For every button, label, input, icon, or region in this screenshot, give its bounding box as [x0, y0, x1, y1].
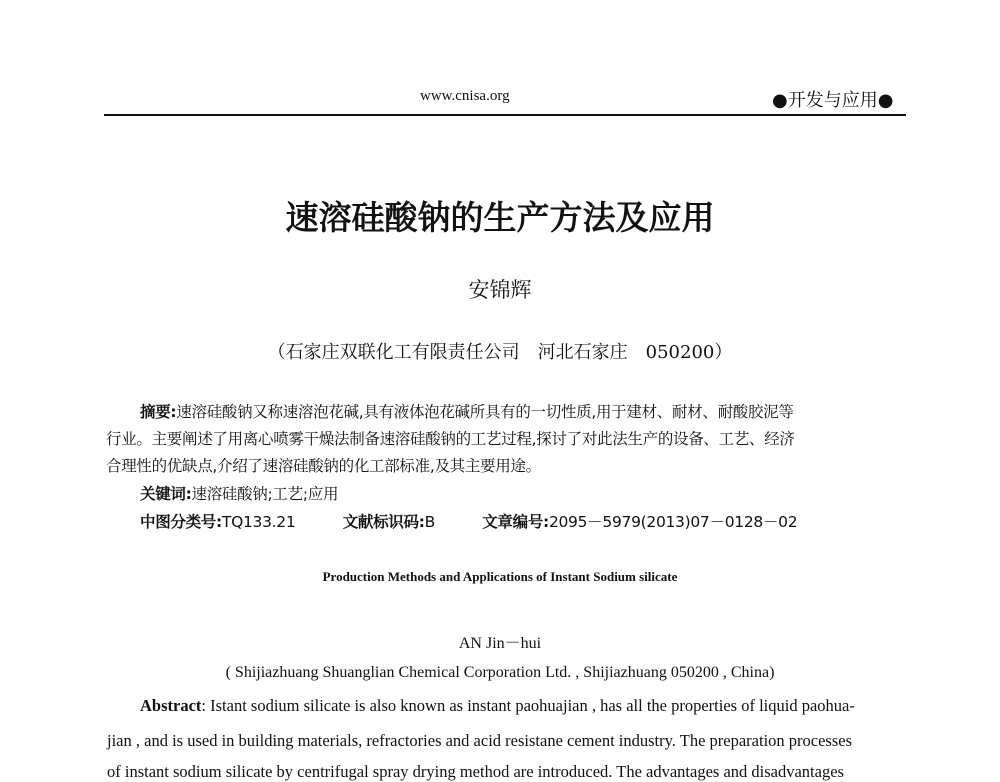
- affiliation: （石家庄双联化工有限责任公司 河北石家庄 050200）: [267, 342, 733, 363]
- english-abstract-text: : Istant sodium silicate is also known as instant paohuajian , has all the properties of liquid paohua-: [201, 696, 855, 715]
- classification: [140, 510, 797, 532]
- english-abstract-line: [140, 696, 902, 716]
- header-rule: [104, 114, 906, 116]
- clc-label: 中图分类号:: [140, 513, 222, 531]
- abstract-cn-line: [140, 400, 794, 422]
- section-label: ●开发与应用●: [772, 90, 894, 111]
- english-abstract-label: Abstract: [140, 696, 202, 715]
- english-affiliation: ( Shijiazhuang Shuanglian Chemical Corporation Ltd. , Shijiazhuang 050200 , China): [225, 664, 775, 681]
- english-abstract-line: of instant sodium silicate by centrifugal spray drying method are introduced. The advantages and disadvantages: [107, 762, 844, 781]
- keywords-label: 关键词:: [140, 485, 192, 503]
- article-number-value: 2095－5979(2013)07－0128－02: [548, 513, 798, 531]
- english-title: Production Methods and Applications of Instant Sodium silicate: [322, 569, 678, 584]
- doc-code-value: B: [424, 513, 435, 531]
- abstract-cn-text: 速溶硅酸钠又称速溶泡花碱,具有液体泡花碱所具有的一切性质,用于建材、耐材、耐酸胶泥等: [176, 403, 794, 421]
- paper-title: 速溶硅酸钠的生产方法及应用: [285, 198, 715, 237]
- keywords: [140, 482, 338, 504]
- keywords-value: 速溶硅酸钠;工艺;应用: [191, 485, 339, 503]
- abstract-cn-line: 行业。主要阐述了用离心喷雾干燥法制备速溶硅酸钠的工艺过程,探讨了对此法生产的设备、工艺、经济: [106, 430, 795, 448]
- article-number-label: 文章编号:: [482, 513, 549, 531]
- english-abstract-line: jian , and is used in building materials, refractories and acid resistane cement industry. The preparation processes: [107, 731, 853, 750]
- english-author: AN Jin－hui: [458, 635, 542, 652]
- doc-code-label: 文献标识码:: [342, 513, 425, 531]
- abstract-cn-line: 合理性的优缺点,介绍了速溶硅酸钠的化工部标准,及其主要用途。: [106, 457, 541, 475]
- abstract-cn-label: 摘要:: [140, 403, 177, 421]
- clc-value: TQ133.21: [221, 513, 296, 531]
- author: 安锦辉: [468, 278, 532, 302]
- journal-website: www.cnisa.org: [420, 88, 510, 104]
